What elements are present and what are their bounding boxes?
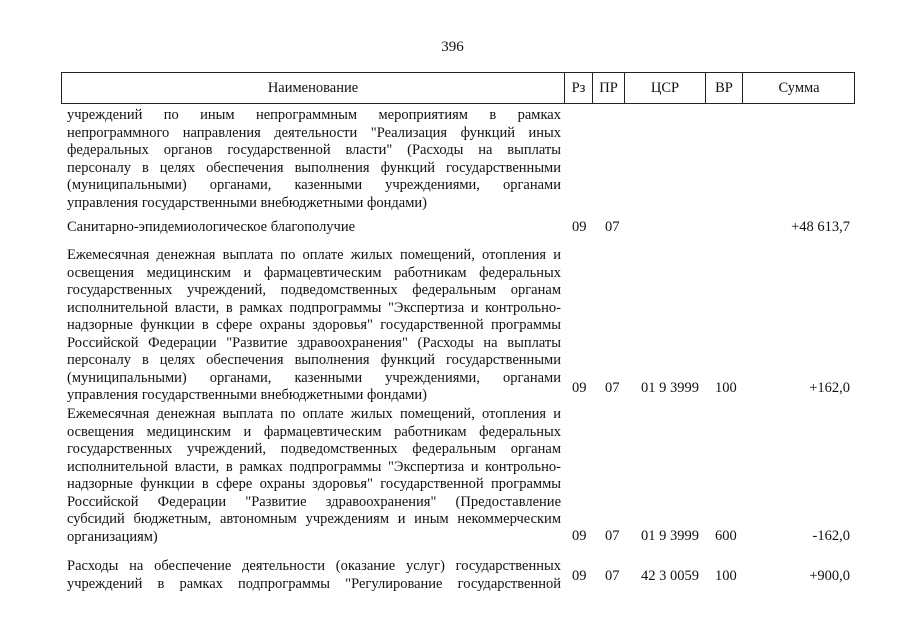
row-name — [67, 219, 561, 237]
row-rz: 09 — [572, 219, 587, 235]
page-number: 396 — [441, 39, 464, 55]
row-sum: +48 613,7 — [791, 219, 850, 235]
text-line: освещения медицинским и фармацевтическим работникам федеральных — [67, 423, 561, 440]
text-line: государственных учреждений, подведомственных федеральным органам — [67, 441, 561, 457]
text-line: управления государственными внебюджетными фондами) — [67, 194, 428, 211]
text-line: исполнительной власти, в рамках подпрограммы "Экспертиза и контрольно- — [67, 458, 561, 475]
text-line: учреждений в рамках подпрограммы "Регулирование государственной — [67, 575, 561, 592]
row-csr: 42 3 0059 — [641, 568, 699, 584]
text-line: государственных учреждений, подведомственных федеральным органам — [67, 282, 561, 298]
text-line: Российской Федерации "Развитие здравоохранения" (Предоставление — [67, 493, 561, 510]
header-csr: ЦСР — [650, 80, 680, 96]
text-line: непрограммного направления деятельности "Реализация функций иных — [67, 124, 561, 141]
text-line: освещения медицинским и фармацевтическим работникам федеральных — [67, 264, 561, 281]
row-pr: 07 — [605, 219, 620, 235]
row-csr: 01 9 3999 — [641, 380, 699, 396]
row-rz: 09 — [572, 568, 587, 584]
row-csr: 01 9 3999 — [641, 528, 699, 544]
text-line: Ежемесячная денежная выплата по оплате жилых помещений, отопления и — [67, 406, 561, 422]
text-line: организациям) — [67, 528, 158, 545]
text-line: учреждений по иным непрограммным мероприятиям в рамках — [67, 107, 561, 123]
row-vr: 100 — [715, 568, 737, 584]
row-rz: 09 — [572, 380, 587, 396]
row-pr: 07 — [605, 380, 620, 396]
header-vr: ВР — [715, 80, 733, 96]
text-line: Расходы на обеспечение деятельности (оказание услуг) государственных — [67, 558, 561, 574]
text-line: исполнительной власти, в рамках подпрограммы "Экспертиза и контрольно- — [67, 299, 561, 316]
row-pr: 07 — [605, 568, 620, 584]
row-rz: 09 — [572, 528, 587, 544]
text-line: персоналу в целях обеспечения выполнения функций государственными — [67, 352, 561, 368]
text-line: управления государственными внебюджетными фондами) — [67, 387, 428, 403]
text-line: надзорные функции в сфере охраны здоровья" государственной программы — [67, 317, 561, 333]
row-name — [67, 107, 561, 212]
row-vr: 100 — [715, 380, 737, 396]
text-line: надзорные функции в сфере охраны здоровья" государственной программы — [67, 476, 561, 492]
text-line: персоналу в целях обеспечения выполнения функций государственными — [67, 159, 561, 176]
table-header — [61, 72, 855, 104]
header-pr: ПР — [599, 80, 618, 96]
row-name — [67, 558, 561, 593]
header-name: Наименование — [267, 80, 359, 96]
row-name — [67, 406, 561, 546]
header-sum: Сумма — [778, 80, 820, 96]
text-line: Ежемесячная денежная выплата по оплате жилых помещений, отопления и — [67, 247, 561, 263]
row-sum: +900,0 — [809, 568, 850, 584]
text-line: (муниципальными) органами, казенными учреждениями, органами — [67, 177, 561, 193]
row-name — [67, 247, 561, 405]
text-line: федеральных органов государственной власти" (Расходы на выплаты — [67, 142, 561, 158]
text-line: Санитарно-эпидемиологическое благополучие — [67, 219, 356, 235]
row-sum: +162,0 — [809, 380, 850, 396]
text-line: Российской Федерации "Развитие здравоохранения" (Расходы на выплаты — [67, 334, 561, 351]
row-vr: 600 — [715, 528, 737, 544]
row-pr: 07 — [605, 528, 620, 544]
text-line: субсидий бюджетным, автономным учреждениям и иным некоммерческим — [67, 511, 561, 527]
row-sum: -162,0 — [812, 528, 850, 544]
header-rz: Рз — [571, 80, 586, 96]
text-line: (муниципальными) органами, казенными учреждениями, органами — [67, 369, 561, 386]
